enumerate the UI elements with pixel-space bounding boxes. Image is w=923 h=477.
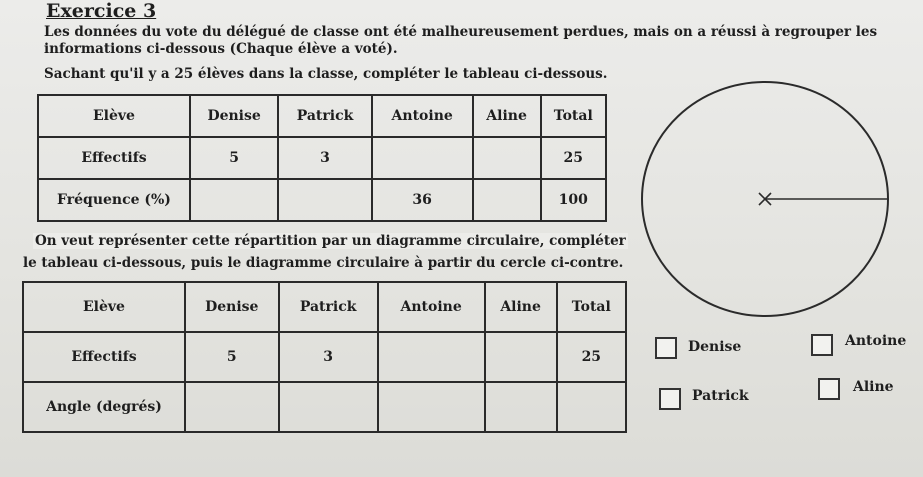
- row-label-effectifs: Effectifs: [38, 137, 190, 179]
- header-eleve: Elève: [38, 95, 190, 137]
- header-total: Total: [541, 95, 606, 137]
- cell-aline-effectif[interactable]: [473, 137, 541, 179]
- header-patrick: Patrick: [278, 95, 371, 137]
- cell-denise-angle[interactable]: [185, 382, 279, 432]
- cell-denise-effectif[interactable]: 5: [190, 137, 278, 179]
- header-eleve: Elève: [23, 282, 185, 332]
- row-label-angle: Angle (degrés): [23, 382, 185, 432]
- legend-label-antoine: Antoine: [845, 333, 907, 349]
- header-antoine: Antoine: [372, 95, 473, 137]
- table-row: [38, 179, 606, 221]
- header-patrick: Patrick: [279, 282, 378, 332]
- header-total: Total: [557, 282, 626, 332]
- legend-checkbox-aline[interactable]: [818, 378, 840, 400]
- row-label-effectifs: Effectifs: [23, 332, 185, 382]
- cell-patrick-frequence[interactable]: [278, 179, 371, 221]
- exercise-intro: Les données du vote du délégué de classe ont été malheureusement perdues, mais on a réussi à regrouper les informations ci-dessous (Chaque élève a voté).: [44, 24, 878, 57]
- instruction-diagram-line-2: le tableau ci-dessous, puis le diagramme circulaire à partir du cercle ci-contre.: [23, 255, 624, 271]
- instruction-table-1: Sachant qu'il y a 25 élèves dans la classe, compléter le tableau ci-dessous.: [44, 66, 608, 82]
- table-row: [23, 282, 626, 332]
- cell-patrick-effectif[interactable]: 3: [278, 137, 371, 179]
- exercise-title: Exercice 3: [46, 0, 157, 22]
- header-aline: Aline: [473, 95, 541, 137]
- header-aline: Aline: [485, 282, 557, 332]
- cell-antoine-frequence: 36: [372, 179, 473, 221]
- pie-chart-circle[interactable]: [640, 80, 896, 320]
- legend-label-patrick: Patrick: [692, 388, 749, 404]
- cell-denise-effectif[interactable]: 5: [185, 332, 279, 382]
- cell-antoine-angle[interactable]: [378, 382, 485, 432]
- cell-antoine-effectif[interactable]: [372, 137, 473, 179]
- cell-total-angle[interactable]: [557, 382, 626, 432]
- cell-patrick-angle[interactable]: [279, 382, 378, 432]
- cell-total-effectif: 25: [541, 137, 606, 179]
- cell-aline-frequence[interactable]: [473, 179, 541, 221]
- cell-patrick-effectif[interactable]: 3: [279, 332, 378, 382]
- legend-checkbox-denise[interactable]: [655, 337, 677, 359]
- cell-aline-effectif[interactable]: [485, 332, 557, 382]
- instruction-diagram-line-1: On veut représenter cette répartition par un diagramme circulaire, compléter: [35, 233, 626, 249]
- header-denise: Denise: [190, 95, 278, 137]
- frequency-table: [37, 94, 607, 222]
- cell-antoine-effectif[interactable]: [378, 332, 485, 382]
- legend-label-aline: Aline: [853, 379, 894, 395]
- table-row: [38, 137, 606, 179]
- cell-aline-angle[interactable]: [485, 382, 557, 432]
- legend-checkbox-patrick[interactable]: [659, 388, 681, 410]
- table-row: [23, 332, 626, 382]
- legend-label-denise: Denise: [688, 339, 742, 355]
- header-denise: Denise: [185, 282, 279, 332]
- row-label-frequence: Fréquence (%): [38, 179, 190, 221]
- cell-denise-frequence[interactable]: [190, 179, 278, 221]
- angle-table: [22, 281, 627, 433]
- cell-total-effectif: 25: [557, 332, 626, 382]
- header-antoine: Antoine: [378, 282, 485, 332]
- table-row: [23, 382, 626, 432]
- cell-total-frequence: 100: [541, 179, 606, 221]
- legend-checkbox-antoine[interactable]: [811, 334, 833, 356]
- table-row: [38, 95, 606, 137]
